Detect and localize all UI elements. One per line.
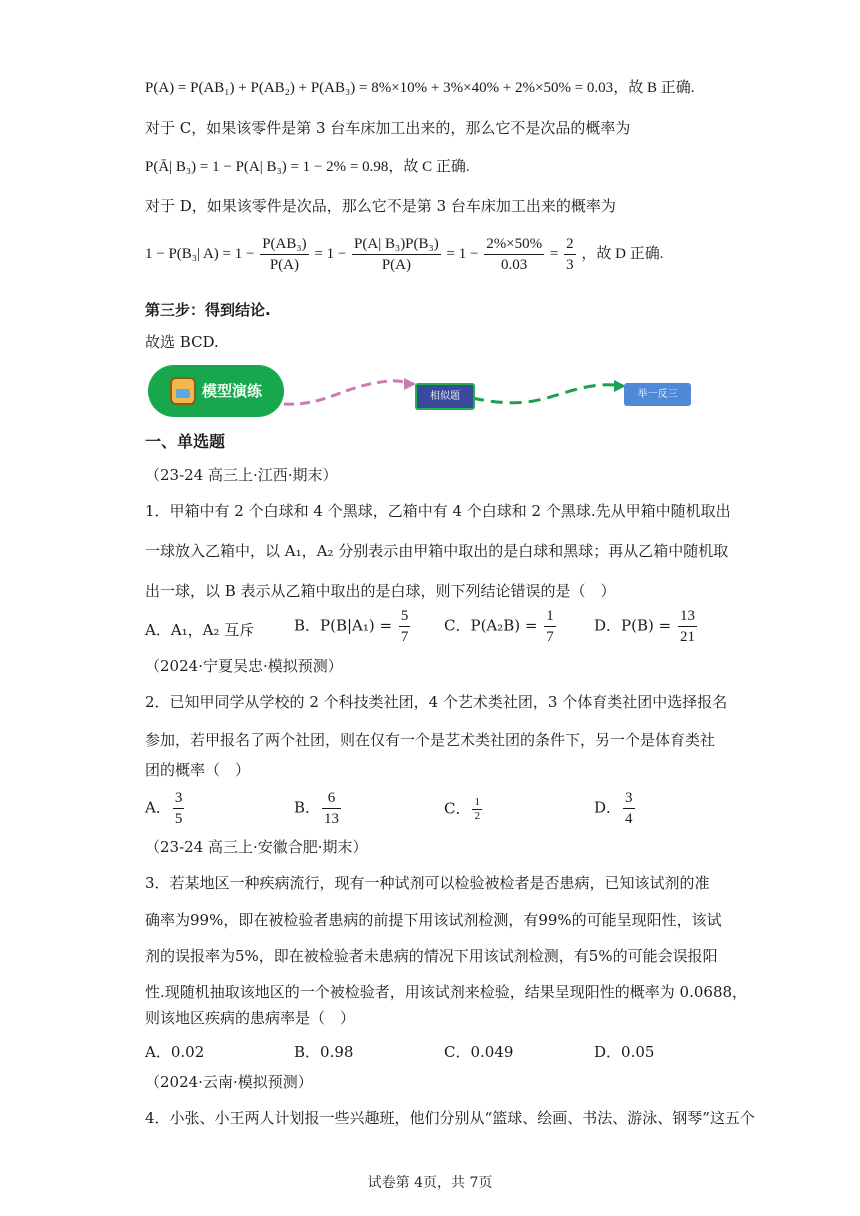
green-dashed-curve bbox=[472, 385, 622, 403]
question-3-option-d: D．0.05 bbox=[594, 1043, 655, 1061]
fraction-3-numerator: 2%×50% bbox=[484, 234, 544, 255]
step-three-heading: 第三步：得到结论. bbox=[145, 301, 271, 319]
option-c-prefix: C． bbox=[444, 799, 471, 818]
question-3-line-3: 剂的误报率为5%，即在被检验者未患病的情况下用该试剂检测，有5%的可能会误报阳 bbox=[145, 947, 718, 965]
equation-d-part-a: 1 − P(B₃| A) = 1 − bbox=[145, 246, 255, 262]
option-c-denominator: 2 bbox=[474, 810, 480, 822]
equation-total-probability: P(A) = P(AB₁) + P(AB₂) + P(AB₃) = 8%×10% + 3%×40% + 2%×50% = 0.03 bbox=[145, 80, 614, 96]
option-d-prefix: D． bbox=[594, 798, 622, 817]
final-answer: 故选 BCD. bbox=[145, 333, 219, 351]
question-1-option-b bbox=[294, 606, 412, 647]
backpack-icon bbox=[170, 377, 196, 405]
question-2-option-a bbox=[145, 788, 186, 829]
option-b-fraction bbox=[399, 606, 411, 647]
option-c-numerator: 1 bbox=[544, 606, 556, 627]
equation-c: P(Ā| B₃) = 1 − P(A| B₃) = 1 − 2% = 0.98 bbox=[145, 159, 389, 175]
option-b-prefix: B．P(B|A₁) = bbox=[294, 616, 393, 635]
question-4-line-1: 4．小张、小王两人计划报一些兴趣班，他们分别从“篮球、绘画、书法、游泳、钢琴”这五个 bbox=[145, 1109, 755, 1127]
question-1-line-3: 出一球，以 B 表示从乙箱中取出的是白球，则下列结论错误的是（ ） bbox=[145, 582, 616, 600]
solution-line-3 bbox=[145, 155, 470, 179]
option-b-numerator: 6 bbox=[322, 788, 341, 809]
question-3-line-2: 确率为99%，即在被检验者患病的前提下用该试剂检测，有99%的可能呈现阳性，该试 bbox=[145, 911, 722, 929]
question-1-option-d bbox=[594, 606, 699, 647]
option-d-numerator: 13 bbox=[678, 606, 697, 627]
option-a-numerator: 3 bbox=[173, 788, 185, 809]
model-practice-label: 模型演练 bbox=[202, 382, 263, 400]
option-d-fraction bbox=[623, 788, 635, 829]
question-2-option-d bbox=[594, 788, 637, 829]
question-2-line-1: 2．已知甲同学从学校的 2 个科技类社团，4 个艺术类社团，3 个体育类社团中选择报名 bbox=[145, 693, 728, 711]
question-3-line-5: 则该地区疾病的患病率是（ ） bbox=[145, 1009, 356, 1027]
fraction-4-numerator: 2 bbox=[564, 234, 576, 255]
option-b-fraction bbox=[322, 788, 341, 829]
fraction-2 bbox=[352, 234, 441, 275]
equation-d-part-c: = 1 − bbox=[446, 246, 479, 262]
fraction-2-denominator: P(A) bbox=[381, 257, 411, 274]
fraction-2-numerator: P(A| B₃)P(B₃) bbox=[352, 234, 441, 255]
question-1-option-c bbox=[444, 606, 558, 647]
fraction-4-denominator: 3 bbox=[566, 257, 574, 274]
option-a-prefix: A． bbox=[145, 798, 171, 817]
solution-line-1 bbox=[145, 76, 694, 100]
question-2-source: （2024·宁夏吴忠·模拟预测） bbox=[145, 657, 343, 675]
fraction-1-denominator: P(A) bbox=[269, 257, 299, 274]
question-1-source: （23-24 高三上·江西·期末） bbox=[145, 466, 338, 484]
fraction-1-numerator: P(AB₃) bbox=[260, 234, 308, 255]
model-practice-badge bbox=[148, 365, 284, 417]
question-3-option-a: A．0.02 bbox=[145, 1043, 205, 1061]
solution-line-5 bbox=[145, 234, 663, 275]
fraction-4 bbox=[564, 234, 576, 275]
conclusion-c: ，故 C 正确. bbox=[388, 159, 470, 175]
fraction-3-denominator: 0.03 bbox=[501, 257, 528, 274]
question-4-source: （2024·云南·模拟预测） bbox=[145, 1073, 313, 1091]
option-c-fraction bbox=[472, 796, 482, 823]
question-2-line-2: 参加，若甲报名了两个社团，则在仅有一个是艺术类社团的条件下，另一个是体育类社 bbox=[145, 731, 716, 749]
solution-line-2: 对于 C，如果该零件是第 3 台车床加工出来的，那么它不是次品的概率为 bbox=[145, 119, 631, 137]
question-3-option-c: C．0.049 bbox=[444, 1043, 514, 1061]
option-c-prefix: C．P(A₂B) = bbox=[444, 616, 538, 635]
conclusion-b: ，故 B 正确. bbox=[613, 80, 695, 96]
equation-d-part-d: = bbox=[549, 246, 559, 262]
question-3-option-b: B．0.98 bbox=[294, 1043, 354, 1061]
option-d-fraction bbox=[678, 606, 697, 647]
option-b-denominator: 7 bbox=[400, 629, 409, 645]
option-c-denominator: 7 bbox=[546, 629, 554, 645]
option-b-numerator: 5 bbox=[399, 606, 411, 627]
question-1-line-1: 1．甲箱中有 2 个白球和 4 个黑球，乙箱中有 4 个白球和 2 个黑球.先从甲箱中随机取出 bbox=[145, 502, 731, 520]
question-3-line-1: 3．若某地区一种疾病流行，现有一种试剂可以检验被检者是否患病，已知该试剂的准 bbox=[145, 874, 710, 892]
option-b-prefix: B． bbox=[294, 798, 321, 817]
page-footer: 试卷第 4页，共 7页 bbox=[367, 1175, 493, 1191]
option-d-numerator: 3 bbox=[623, 788, 635, 809]
fraction-1 bbox=[260, 234, 308, 275]
option-a-fraction bbox=[173, 788, 185, 829]
question-1-line-2: 一球放入乙箱中，以 A₁，A₂ 分别表示由甲箱中取出的是白球和黑球；再从乙箱中随机取 bbox=[145, 542, 729, 560]
question-2-option-c bbox=[444, 796, 484, 823]
option-c-fraction bbox=[544, 606, 556, 647]
question-3-source: （23-24 高三上·安徽合肥·期末） bbox=[145, 838, 368, 856]
equation-d-part-b: = 1 − bbox=[314, 246, 347, 262]
extension-box: 举一反三 bbox=[624, 383, 691, 406]
fraction-3 bbox=[484, 234, 544, 275]
solution-line-4: 对于 D，如果该零件是次品，那么它不是第 3 台车床加工出来的概率为 bbox=[145, 197, 616, 215]
question-3-line-4: 性.现随机抽取该地区的一个被检验者，用该试剂来检验，结果呈现阳性的概率为 0.0688， bbox=[145, 983, 748, 1001]
question-1-option-a: A．A₁，A₂ 互斥 bbox=[145, 621, 255, 639]
option-c-numerator: 1 bbox=[474, 796, 480, 808]
option-d-denominator: 4 bbox=[625, 811, 633, 827]
question-2-line-3: 团的概率（ ） bbox=[145, 761, 251, 779]
option-d-denominator: 21 bbox=[679, 629, 695, 645]
question-2-option-b bbox=[294, 788, 343, 829]
conclusion-d: ，故 D 正确. bbox=[581, 246, 664, 262]
option-b-denominator: 13 bbox=[324, 811, 340, 827]
option-d-prefix: D．P(B) = bbox=[594, 616, 672, 635]
option-a-denominator: 5 bbox=[174, 811, 183, 827]
similar-questions-box: 相似题 bbox=[415, 383, 475, 410]
pink-dashed-curve bbox=[284, 381, 414, 404]
section-title: 一、单选题 bbox=[145, 432, 226, 451]
